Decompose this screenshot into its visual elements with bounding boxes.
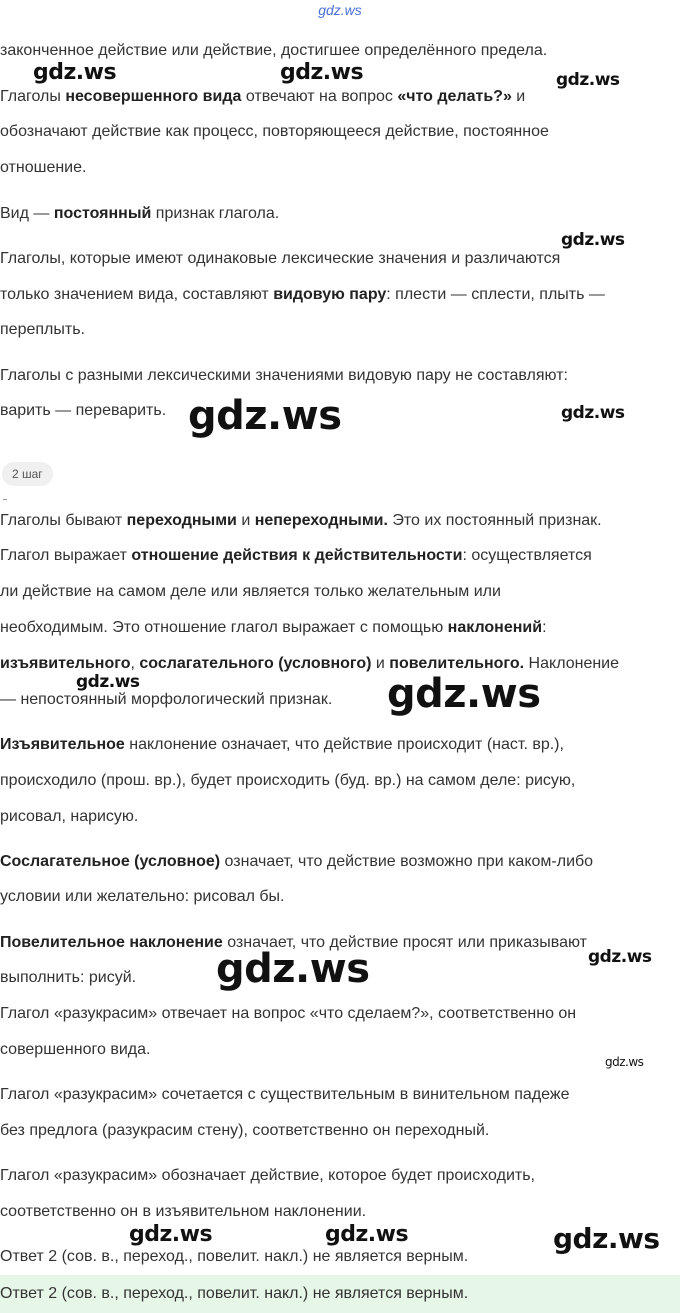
bold-term: Сослагательное (условное) (0, 853, 221, 870)
text-segment: только значением вида, составляют (0, 286, 274, 303)
bold-term: сослагательного (условного) (139, 655, 372, 672)
text-segment: Наклонение (524, 655, 620, 672)
text-segment: отвечают на вопрос (241, 88, 398, 105)
bold-term: «что делать?» (397, 88, 512, 105)
text-line (0, 852, 593, 872)
text-line (0, 546, 592, 566)
text-line: ли действие на самом деле или является только желательным или (0, 583, 501, 600)
watermark: gdz.ws (588, 947, 652, 967)
text-segment: означает, что действие просят или приказывают (222, 934, 587, 951)
text-line: Ответ 2 (сов. в., переход., повелит. накл.) не является верным. (0, 1248, 469, 1265)
text-segment: Это их постоянный признак. (387, 512, 602, 529)
text-segment: , (130, 655, 140, 672)
text-segment: Глаголы бывают (0, 512, 127, 529)
text-segment: : плести — сплести, плыть — (386, 286, 605, 303)
watermark: gdz.ws (325, 1222, 409, 1247)
bold-term: непереходными. (254, 512, 388, 529)
text-line (0, 511, 602, 531)
bold-term: постоянный (53, 205, 152, 222)
text-line: Глаголы, которые имеют одинаковые лексические значения и различаются (0, 250, 561, 267)
text-segment: : (542, 619, 547, 636)
bold-term: несовершенного вида (65, 88, 242, 105)
text-line: — непостоянный морфологический признак. (0, 691, 333, 708)
text-line (0, 204, 279, 224)
bold-term: отношение действия к действительности (131, 547, 463, 564)
watermark: gdz.ws (188, 393, 342, 439)
bold-term: видовую пару (273, 286, 387, 303)
text-line: переплыть. (0, 321, 85, 338)
bold-term: Изъявительное (0, 736, 125, 753)
watermark: gdz.ws (280, 60, 364, 85)
answer-text: Ответ 2 (сов. в., переход., повелит. накл.) не является верным. (0, 1285, 469, 1302)
bold-term: повелительного. (389, 655, 525, 672)
text-segment: признак глагола. (151, 205, 280, 222)
text-line (0, 735, 564, 755)
text-line: законченное действие или действие, достигшее определённого предела. (0, 42, 548, 59)
bold-term: переходными (126, 512, 237, 529)
watermark: gdz.ws (605, 1055, 644, 1069)
bold-term: Повелительное наклонение (0, 934, 223, 951)
watermark: gdz.ws (216, 946, 370, 992)
text-line: варить — переварить. (0, 402, 167, 419)
text-line (0, 285, 605, 305)
text-line: соответственно он в изъявительном наклонении. (0, 1203, 367, 1220)
watermark: gdz.ws (561, 403, 625, 423)
text-segment: Вид — (0, 205, 54, 222)
watermark: gdz.ws (561, 230, 625, 250)
divider (3, 499, 7, 500)
text-line: Глагол «разукрасим» сочетается с существительным в винительном падеже (0, 1086, 570, 1103)
text-line: Глаголы с разными лексическими значениями видовую пару не составляют: (0, 367, 568, 384)
text-line: условии или желательно: рисовал бы. (0, 888, 285, 905)
text-line: Глагол «разукрасим» отвечает на вопрос «что сделаем?», соответственно он (0, 1005, 577, 1022)
text-segment: необходимым. Это отношение глагол выражает с помощью (0, 619, 448, 636)
text-segment: Глаголы (0, 88, 66, 105)
text-line: без предлога (разукрасим стену), соответственно он переходный. (0, 1122, 490, 1139)
watermark: gdz.ws (33, 60, 117, 85)
text-segment: Глагол выражает (0, 547, 132, 564)
text-line: совершенного вида. (0, 1041, 151, 1058)
text-line: происходило (прош. вр.), будет происходить (буд. вр.) на самом деле: рисую, (0, 772, 576, 789)
watermark: gdz.ws (553, 1222, 660, 1255)
text-segment: наклонение означает, что действие происходит (наст. вр.), (124, 736, 564, 753)
text-line: отношение. (0, 159, 87, 176)
site-mark: gdz.ws (318, 2, 362, 18)
text-segment: и (236, 512, 255, 529)
watermark: gdz.ws (129, 1222, 213, 1247)
bold-term: наклонений (447, 619, 543, 636)
text-line (0, 87, 525, 107)
text-line: Глагол «разукрасим» обозначает действие, которое будет происходить, (0, 1167, 535, 1184)
watermark: gdz.ws (556, 70, 620, 90)
watermark: gdz.ws (76, 672, 140, 692)
text-line: выполнить: рисуй. (0, 969, 137, 986)
watermark: gdz.ws (387, 671, 541, 717)
text-line: рисовал, нарисую. (0, 808, 139, 825)
bold-term: изъявительного (0, 655, 131, 672)
step-badge: 2 шаг (2, 462, 53, 486)
text-line (0, 618, 547, 638)
answer-box (0, 1275, 680, 1313)
text-line: обозначают действие как процесс, повторяющееся действие, постоянное (0, 123, 549, 140)
text-segment: и (371, 655, 390, 672)
text-segment: : осуществляется (462, 547, 592, 564)
text-segment: означает, что действие возможно при каком-либо (220, 853, 594, 870)
text-segment: и (511, 88, 526, 105)
